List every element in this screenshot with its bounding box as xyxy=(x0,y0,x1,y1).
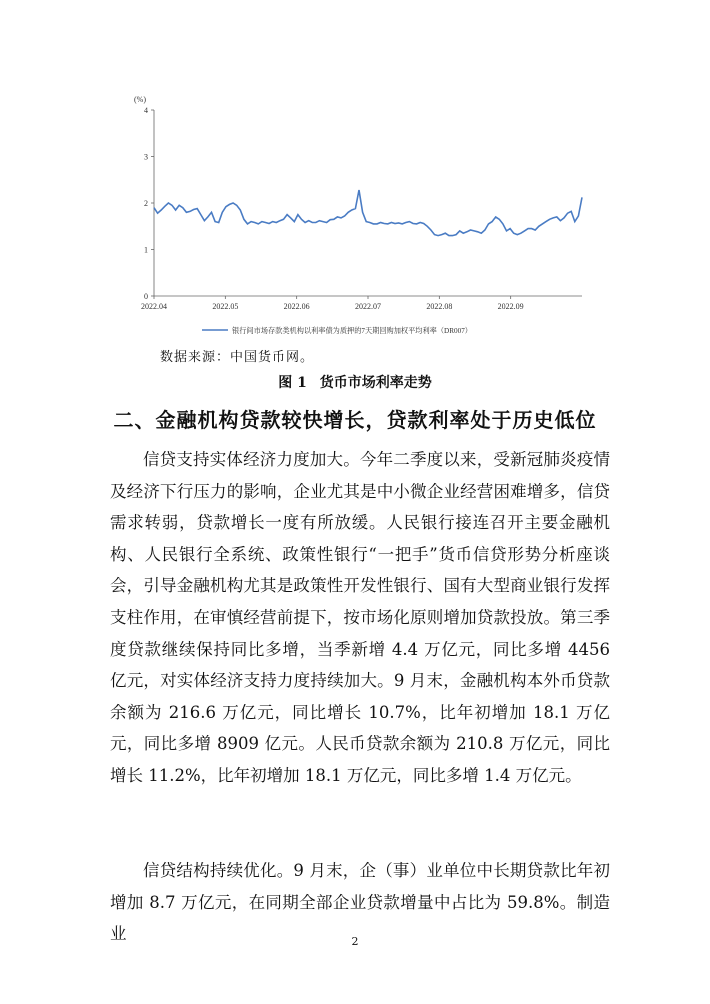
paragraph-credit-structure: 信贷结构持续优化。9 月末，企（事）业单位中长期贷款比年初增加 8.7 万亿元，在同期全部企业贷款增量中占比为 59.8%。制造业 xyxy=(110,861,610,944)
rate-line-chart xyxy=(120,88,600,350)
y-tick-label: 2 xyxy=(144,199,148,208)
y-tick-label: 3 xyxy=(144,152,148,162)
figure-number: 图 1 xyxy=(278,375,307,391)
x-tick-label: 2022.07 xyxy=(355,302,381,311)
section-heading: 二、金融机构贷款较快增长，贷款利率处于历史低位 xyxy=(113,408,597,432)
x-tick-label: 2022.04 xyxy=(141,302,167,311)
figure-title: 货币市场利率走势 xyxy=(319,375,432,391)
x-tick-label: 2022.05 xyxy=(212,302,239,311)
figure-caption xyxy=(0,372,710,392)
x-tick-label: 2022.06 xyxy=(283,302,310,311)
x-tick-label: 2022.09 xyxy=(497,302,524,311)
x-tick-label: 2022.08 xyxy=(426,302,453,311)
legend-label: 银行间市场存款类机构以利率债为质押的7天期回购加权平均利率（DR007） xyxy=(232,327,472,335)
page-number: 2 xyxy=(351,935,359,948)
dr007-series-line xyxy=(154,190,582,236)
y-tick-label: 0 xyxy=(144,292,148,301)
y-tick-label: 1 xyxy=(144,245,148,255)
data-source-note: 数据来源：中国货币网。 xyxy=(160,350,315,365)
y-tick-label: 4 xyxy=(144,106,148,115)
paragraph-credit-support: 信贷支持实体经济力度加大。今年二季度以来，受新冠肺炎疫情及经济下行压力的影响，企业尤其是中小微企业经营困难增多，信贷需求转弱，贷款增长一度有所放缓。人民银行接连召开主要金融机构、人民银行全系统、政策性银行“一把手”货币信贷形势分析座谈会，引导金融机构尤其是政策性开发性银行、国有大型商业银行发挥支柱作用，在审慎经营前提下，按市场化原则增加贷款投放。第三季度贷款继续保持同比多增，当季新增 4.4 万亿元，同比多增 4456 亿元，对实体经济支持力度持续加大。9 月末，金融机构本外币贷款余额为 216.6 万亿元，同比增长 10.7%，比年初增加 18.1 万亿元，同比多增 8909 亿元。人民币贷款余额为 210.8 万亿元，同比增长 11.2%，比年初增加 18.1 万亿元，同比多增 1.4 万亿元。 xyxy=(110,450,610,785)
y-unit-label: (%) xyxy=(134,95,146,104)
